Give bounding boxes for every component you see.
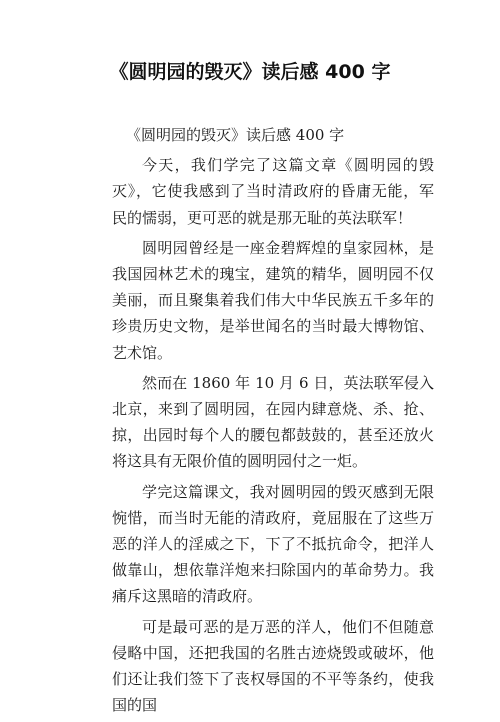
paragraph-5: 可是最可恶的是万恶的洋人，他们不但随意侵略中国，还把我国的名胜古迹烧毁或破坏，他们还让我们签下了丧权辱国的不平等条约，使我国的国 <box>112 617 434 715</box>
paragraph-3: 然而在 1860 年 10 月 6 日，英法联军侵入北京，来到了圆明园，在园内肆意烧、杀、抢、掠，出园时每个人的腰包都鼓鼓的，甚至还放火将这具有无限价值的圆明园付之一炬。 <box>112 373 434 471</box>
paragraph-1: 今天，我们学完了这篇文章《圆明园的毁灭》，它使我感到了当时清政府的昏庸无能，军民的懦弱，更可恶的就是那无耻的英法联军！ <box>112 156 434 227</box>
article-body <box>112 122 434 722</box>
article-subtitle: 《圆明园的毁灭》读后感 400 字 <box>126 126 345 144</box>
paragraph-4: 学完这篇课文，我对圆明园的毁灭感到无限惋惜，而当时无能的清政府，竟屈服在了这些万恶的洋人的淫威之下，下了不抵抗命令，把洋人做靠山，想依靠洋炮来扫除国内的革命势力。我痛斥这黑暗的清政府。 <box>112 482 434 606</box>
paragraph-2: 圆明园曾经是一座金碧辉煌的皇家园林，是我国园林艺术的瑰宝，建筑的精华，圆明园不仅美丽，而且聚集着我们伟大中华民族五千多年的珍贵历史文物，是举世闻名的当时最大博物馆、艺术馆。 <box>112 238 434 362</box>
page-title: 《圆明园的毁灭》读后感 400 字 <box>109 61 391 83</box>
